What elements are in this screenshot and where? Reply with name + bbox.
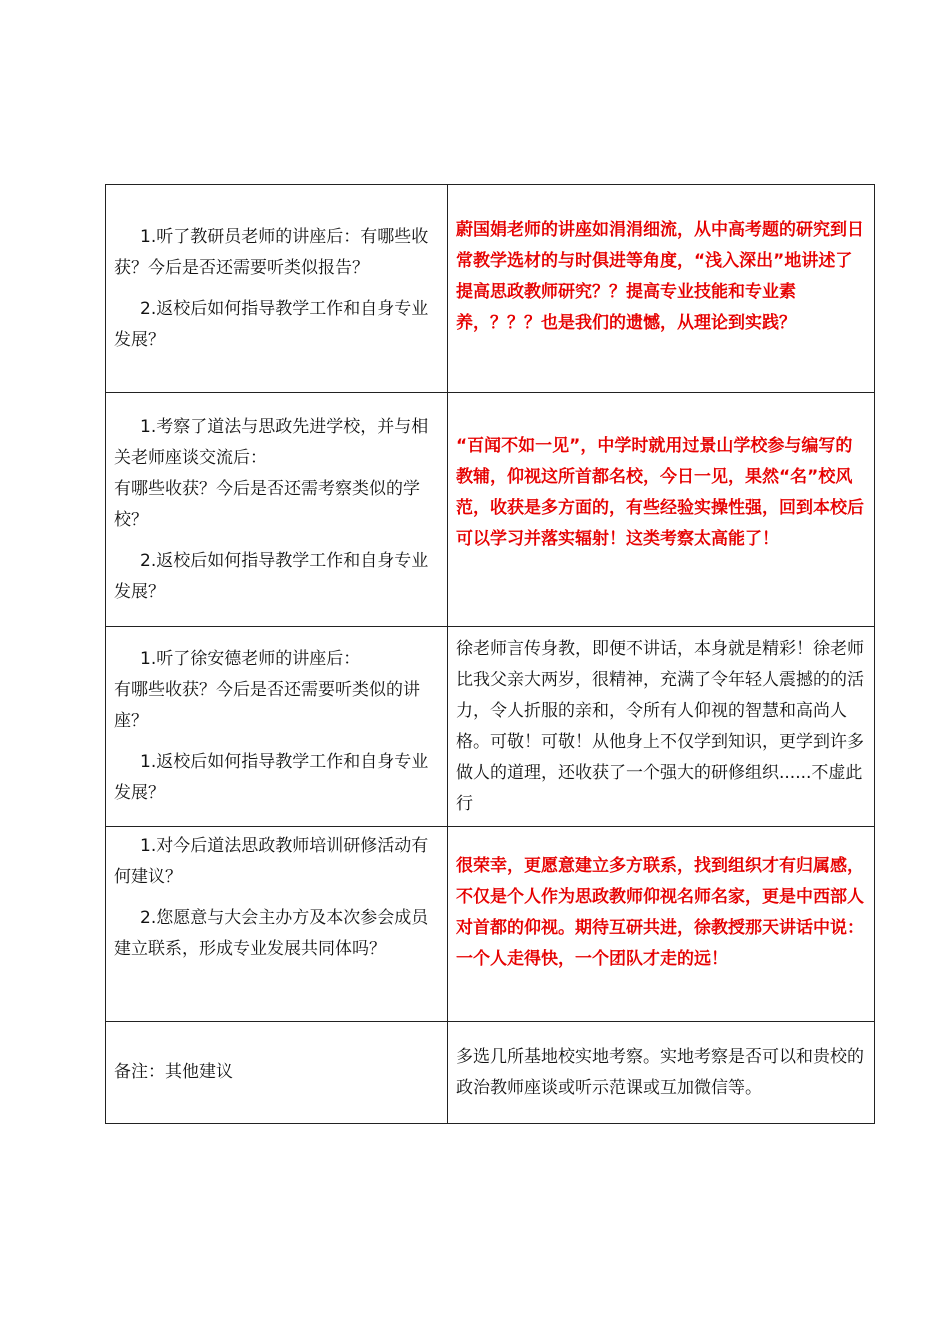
remarks-label: 备注：其他建议 — [114, 1062, 233, 1082]
feedback-table — [105, 184, 875, 1124]
question-2: 2.您愿意与大会主办方及本次参会成员建立联系，形成专业发展共同体吗？ — [114, 908, 429, 959]
question-1: 1.听了教研员老师的讲座后：有哪些收获？今后是否还需要听类似报告？ — [114, 226, 429, 278]
table-row — [106, 393, 875, 627]
answer-cell: 多选几所基地校实地考察。实地考察是否可以和贵校的政治教师座谈或听示范课或互加微信等。 — [448, 1022, 875, 1124]
question-cell — [106, 393, 448, 627]
question-cell — [106, 1022, 448, 1124]
table-row — [106, 1022, 875, 1124]
answer-cell: 徐老师言传身教，即便不讲话，本身就是精彩！徐老师比我父亲大两岁，很精神，充满了令年轻人震撼的的活力，令人折服的亲和，令所有人仰视的智慧和高尚人格。可敬！可敬！从他身上不仅学到知识，更学到许多做人的道理，还收获了一个强大的研修组织......不虚此行 — [448, 627, 875, 827]
question-2: 2.返校后如何指导教学工作和自身专业发展？ — [114, 550, 429, 602]
answer-cell: 很荣幸，更愿意建立多方联系，找到组织才有归属感，不仅是个人作为思政教师仰视名师名家，更是中西部人对首都的仰视。期待互研共进，徐教授那天讲话中说：一个人走得快，一个团队才走的远！ — [448, 827, 875, 1022]
answer-cell: “百闻不如一见”，中学时就用过景山学校参与编写的教辅，仰视这所首都名校，今日一见，果然“名”校风范，收获是多方面的，有些经验实操性强，回到本校后可以学习并落实辐射！这类考察太高能了！ — [448, 393, 875, 627]
question-2: 1.返校后如何指导教学工作和自身专业发展？ — [114, 752, 429, 803]
question-1-followup: 有哪些收获？今后是否还需要听类似的讲座？ — [114, 680, 420, 731]
table-row — [106, 827, 875, 1022]
answer-cell: 蔚国娟老师的讲座如涓涓细流，从中高考题的研究到日常教学选材的与时俱进等角度，“浅入深出”地讲述了提高思政教师研究？？提高专业技能和专业素养，？？？也是我们的遗憾，从理论到实践？ — [448, 185, 875, 393]
question-1: 1.听了徐安德老师的讲座后： — [140, 649, 361, 669]
question-2: 2.返校后如何指导教学工作和自身专业发展？ — [114, 298, 429, 350]
question-cell — [106, 827, 448, 1022]
question-1-followup: 有哪些收获？今后是否还需考察类似的学校？ — [114, 478, 420, 530]
question-1: 1.对今后道法思政教师培训研修活动有何建议？ — [114, 836, 429, 887]
table-row — [106, 185, 875, 393]
question-cell — [106, 185, 448, 393]
question-1: 1.考察了道法与思政先进学校，并与相关老师座谈交流后： — [114, 416, 429, 468]
table-row — [106, 627, 875, 827]
question-cell — [106, 627, 448, 827]
